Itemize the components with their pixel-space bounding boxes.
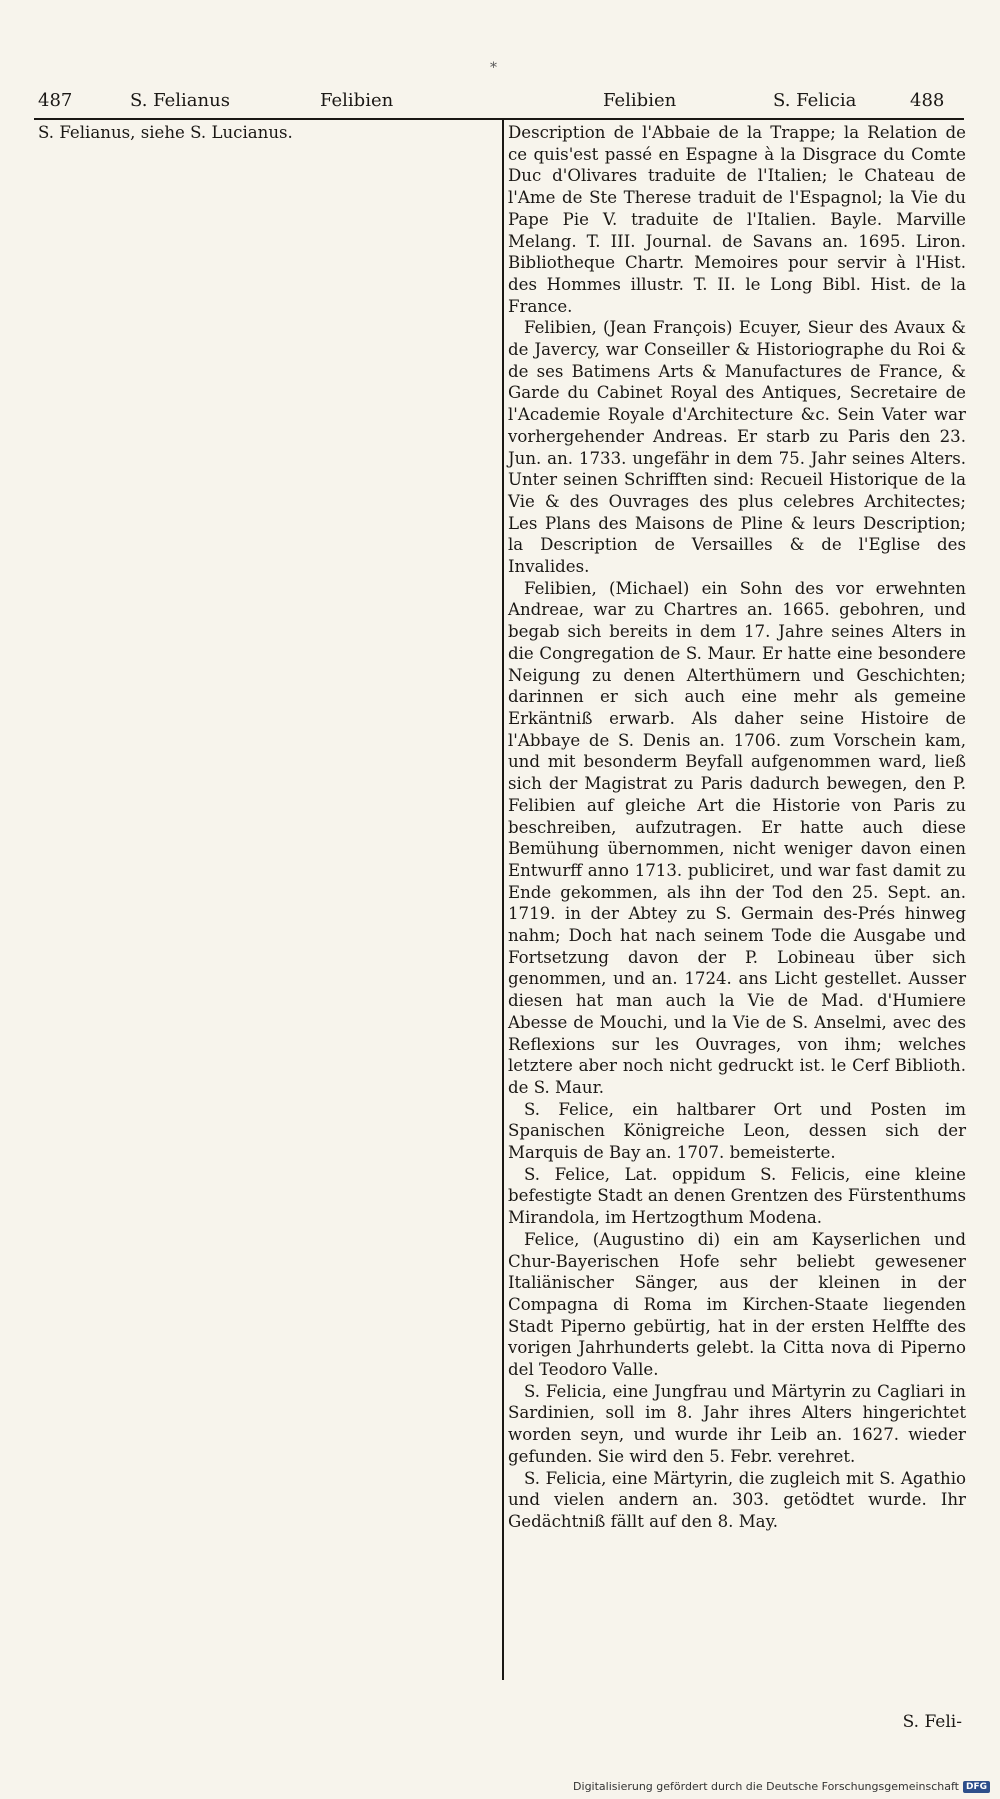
entry-text: S. Felicia, eine Märtyrin, die zugleich mit S. Agathio und vielen andern an. 303. getödtet wurde. Ihr Gedächtniß fällt auf den 8. May. xyxy=(508,1468,966,1531)
footer-text: Digitalisierung gefördert durch die Deutsche Forschungsgemeinschaft xyxy=(573,1780,959,1793)
catchword: S. Feli- xyxy=(902,1712,962,1732)
dfg-logo-icon: DFG xyxy=(963,1781,990,1793)
left-page-number: 487 xyxy=(38,90,73,111)
entry-text: Description de l'Abbaie de la Trappe; la Relation de ce quis'est passé en Espagne à la Disgrace du Comte Duc d'Olivares traduite de l'Italien; le Chateau de l'Ame de Ste Therese traduit de l'Espagnol; la Vie du Pape Pie V. traduite de l'Italien. Bayle. Marville Melang. T. III. Journal. de Savans an. 1695. Liron. Bibliotheque Chartr. Memoires pour servir à l'Hist. des Hommes illustr. T. II. le Long Bibl. Hist. de la France. xyxy=(508,123,966,316)
entry-text: S. Felice, ein haltbarer Ort und Posten im Spanischen Königreiche Leon, dessen sich der Marquis de Bay an. 1707. bemeisterte. xyxy=(508,1099,966,1163)
digitization-footer xyxy=(573,1780,990,1793)
entry-text: S. Felianus, siehe S. Lucianus. xyxy=(38,123,293,142)
entry-text: S. Felicia, eine Jungfrau und Märtyrin zu Cagliari in Sardinien, soll im 8. Jahr ihres Alters hingerichtet worden seyn, und wurde ihr Leib an. 1627. wieder gefunden. Sie wird den 5. Febr. verehret. xyxy=(508,1381,966,1466)
top-mark: * xyxy=(490,60,497,76)
right-header-keyword: Felibien xyxy=(603,90,677,111)
column-divider xyxy=(502,120,504,1680)
header-rule xyxy=(34,118,964,120)
entry-text: S. Felice, Lat. oppidum S. Felicis, eine kleine befestigte Stadt an denen Grentzen des Fürstenthums Mirandola, im Hertzogthum Modena. xyxy=(508,1164,966,1228)
right-header-topic: S. Felicia xyxy=(773,90,857,111)
right-page-number: 488 xyxy=(910,90,945,111)
running-header xyxy=(38,86,958,116)
right-column xyxy=(508,122,966,1533)
entry-text: Felibien, (Jean François) Ecuyer, Sieur des Avaux & de Javercy, war Conseiller & Historiographe du Roi & de ses Batimens Arts & Manufactures de France, & Garde du Cabinet Royal des Antiques, Secretaire de l'Academie Royale d'Architecture &c. Sein Vater war vorhergehender Andreas. Er starb zu Paris den 23. Jun. an. 1733. ungefähr in dem 75. Jahr seines Alters. Unter seinen Schrifften sind: Recueil Historique de la Vie & des Ouvrages des plus celebres Architectes; Les Plans des Maisons de Pline & leurs Description; la Description de Versailles & de l'Eglise des Invalides. xyxy=(508,318,966,577)
entry-text: Felice, (Augustino di) ein am Kayserlichen und Chur-Bayerischen Hofe sehr beliebt gewesener Italiänischer Sänger, aus der kleinen in der Compagna di Roma im Kirchen-Staate liegenden Stadt Piperno gebürtig, hat in der ersten Helffte des vorigen Jahrhunderts gelebt. la Citta nova di Piperno del Teodoro Valle. xyxy=(508,1229,966,1380)
left-header-keyword: Felibien xyxy=(320,90,394,111)
left-header-topic: S. Felianus xyxy=(130,90,230,111)
left-column xyxy=(38,122,496,144)
entry-text: Felibien, (Michael) ein Sohn des vor erwehnten Andreae, war zu Chartres an. 1665. gebohren, und begab sich bereits in dem 17. Jahre seines Alters in die Congregation de S. Maur. Er hatte eine besondere Neigung zu denen Alterthümern und Geschichten; darinnen er sich auch eine mehr als gemeine Erkäntniß erwarb. Als daher seine Histoire de l'Abbaye de S. Denis an. 1706. zum Vorschein kam, und mit besonderm Beyfall aufgenommen ward, ließ sich der Magistrat zu Paris dadurch bewegen, den P. Felibien auf gleiche Art die Historie von Paris zu beschreiben, aufzutragen. Er hatte auch diese Bemühung übernommen, nicht weniger davon einen Entwurff anno 1713. publiciret, und war fast damit zu Ende gekommen, als ihn der Tod den 25. Sept. an. 1719. in der Abtey zu S. Germain des-Prés hinweg nahm; Doch hat nach seinem Tode die Ausgabe und Fortsetzung davon der P. Lobineau über sich genommen, und an. 1724. ans Licht gestellet. Ausser diesen hat man auch la Vie de Mad. d'Humiere Abesse de Mouchi, und la Vie de S. Anselmi, avec des Reflexions sur les Ouvrages, von ihm; welches letztere aber noch nicht gedruckt ist. le Cerf Biblioth. de S. Maur. xyxy=(508,578,966,1097)
